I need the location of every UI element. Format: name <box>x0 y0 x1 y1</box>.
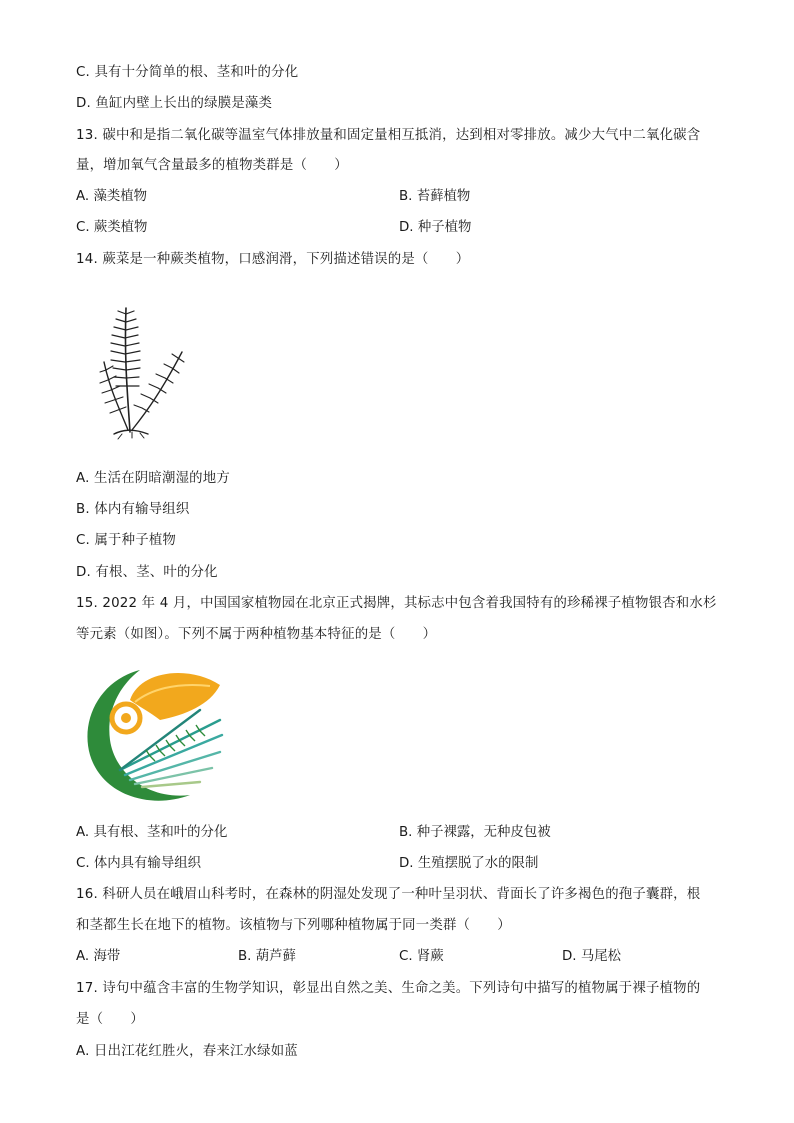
q12-option-c: C. 具有十分简单的根、茎和叶的分化 <box>76 65 299 80</box>
q13-option-d: D. 种子植物 <box>399 220 472 235</box>
q15-option-c: C. 体内具有输导组织 <box>76 856 201 871</box>
q15-option-d: D. 生殖摆脱了水的限制 <box>399 856 539 871</box>
q13-option-c: C. 蕨类植物 <box>76 220 148 235</box>
q14-option-c: C. 属于种子植物 <box>76 533 177 548</box>
q17-stem-line1: 17. 诗句中蕴含丰富的生物学知识，彰显出自然之美、生命之美。下列诗句中描写的植物属于裸子植物的 <box>76 981 701 996</box>
q16-stem-line1: 16. 科研人员在峨眉山科考时，在森林的阴湿处发现了一种叶呈羽状、背面长了许多褐色的孢子囊群，根 <box>76 887 701 902</box>
q12-option-d: D. 鱼缸内壁上长出的绿膜是藻类 <box>76 96 273 111</box>
q14-option-d: D. 有根、茎、叶的分化 <box>76 565 218 580</box>
q15-option-b: B. 种子裸露，无种皮包被 <box>399 825 551 840</box>
botanical-garden-logo-icon <box>80 660 230 810</box>
q13-option-b: B. 苔藓植物 <box>399 189 471 204</box>
q14-option-b: B. 体内有输导组织 <box>76 502 190 517</box>
q16-option-a: A. 海带 <box>76 949 121 964</box>
q16-option-d: D. 马尾松 <box>562 949 621 964</box>
q17-option-a: A. 日出江花红胜火，春来江水绿如蓝 <box>76 1044 298 1059</box>
q15-stem-line1: 15. 2022 年 4 月，中国国家植物园在北京正式揭牌，其标志中包含着我国特有的珍稀裸子植物银杏和水杉 <box>76 596 717 611</box>
q14-option-a: A. 生活在阴暗潮湿的地方 <box>76 471 230 486</box>
q16-stem-line2: 和茎都生长在地下的植物。该植物与下列哪种植物属于同一类群（ ） <box>76 918 511 933</box>
q16-option-b: B. 葫芦藓 <box>238 949 296 964</box>
q13-option-a: A. 藻类植物 <box>76 189 147 204</box>
q16-option-c: C. 肾蕨 <box>399 949 444 964</box>
q14-stem: 14. 蕨菜是一种蕨类植物，口感润滑，下列描述错误的是（ ） <box>76 252 470 267</box>
q17-stem-line2: 是（ ） <box>76 1012 144 1027</box>
q15-option-a: A. 具有根、茎和叶的分化 <box>76 825 228 840</box>
q13-stem-line2: 量，增加氧气含量最多的植物类群是（ ） <box>76 158 348 173</box>
fern-plant-icon <box>92 300 192 440</box>
q15-stem-line2: 等元素（如图）。下列不属于两种植物基本特征的是（ ） <box>76 627 437 642</box>
q13-stem-line1: 13. 碳中和是指二氧化碳等温室气体排放量和固定量相互抵消，达到相对零排放。减少大气中二氧化碳含 <box>76 128 701 143</box>
